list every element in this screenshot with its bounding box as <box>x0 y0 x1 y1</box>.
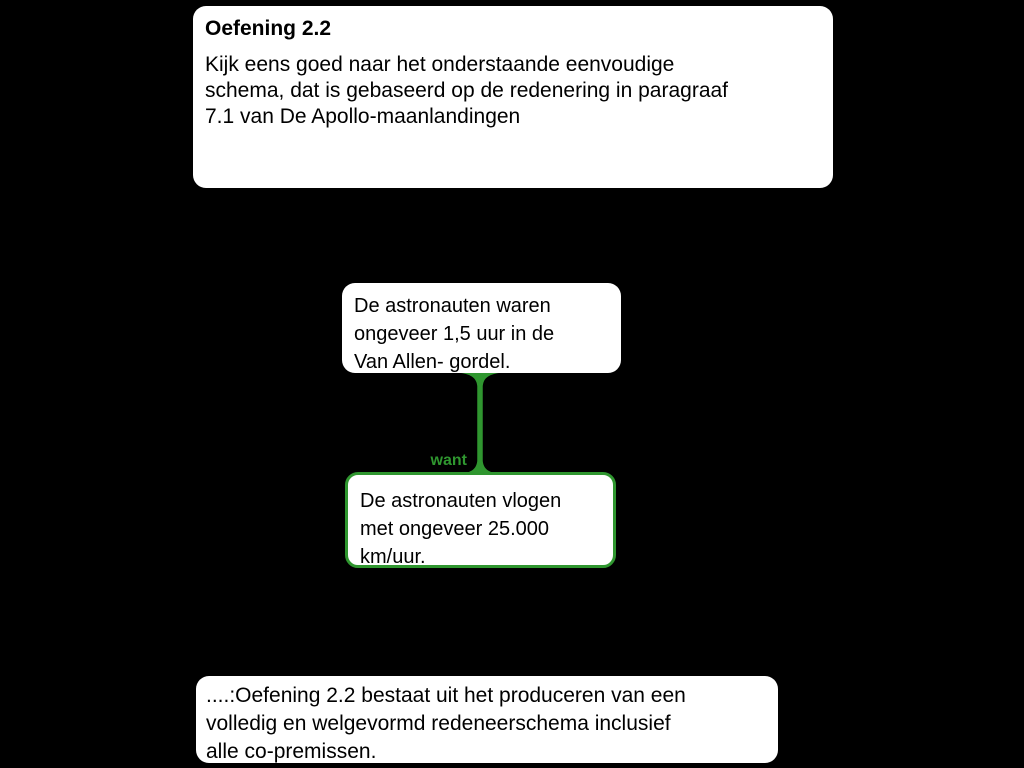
claim-text-line: De astronauten waren <box>354 295 551 317</box>
exercise-body-line: Kijk eens goed naar het onderstaande eenvoudige <box>205 53 675 76</box>
reason-node[interactable] <box>345 472 616 568</box>
task-description-box[interactable] <box>196 676 778 763</box>
claim-node[interactable] <box>342 283 621 373</box>
reason-text-line: met ongeveer 25.000 <box>360 518 550 540</box>
task-text-line: alle co-premissen. <box>206 740 377 763</box>
reason-text-line: De astronauten vlogen <box>360 490 562 512</box>
reason-text-line: km/uur. <box>360 546 426 568</box>
task-text-line: volledig en welgevormd redeneerschema inclusief <box>206 712 671 735</box>
claim-text-line: Van Allen- gordel. <box>354 351 511 373</box>
exercise-body-line: schema, dat is gebaseerd op de redenering in paragraaf <box>205 79 729 102</box>
connector-label-want[interactable]: want <box>430 452 467 469</box>
claim-text-line: ongeveer 1,5 uur in de <box>354 323 555 345</box>
exercise-instruction-box[interactable] <box>193 6 833 188</box>
task-text-line: ....:Oefening 2.2 bestaat uit het produceren van een <box>206 684 686 707</box>
exercise-title: Oefening 2.2 <box>205 17 332 40</box>
exercise-body-line: 7.1 van De Apollo-maanlandingen <box>205 105 521 128</box>
